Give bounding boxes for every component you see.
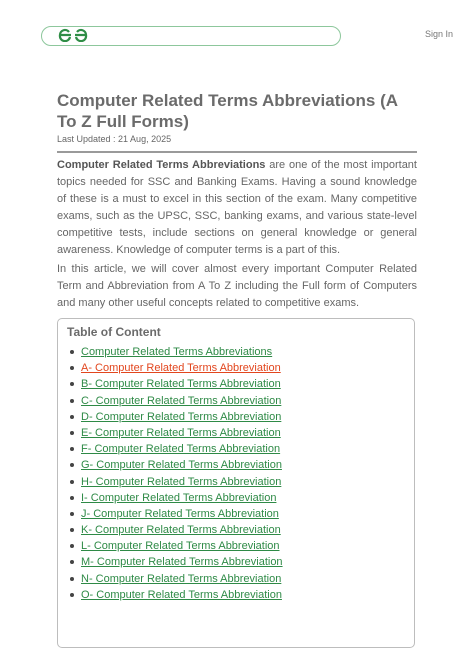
- toc-link[interactable]: M- Computer Related Terms Abbreviation: [81, 556, 283, 569]
- page-title: Computer Related Terms Abbreviations (A To Z Full Forms): [57, 91, 398, 131]
- toc-item: [68, 474, 283, 490]
- intro-paragraph: [57, 157, 417, 259]
- toc-title: Table of Content: [67, 325, 161, 339]
- toc-link[interactable]: C- Computer Related Terms Abbreviation: [81, 394, 282, 407]
- summary-paragraph: In this article, we will cover almost every important Computer Related Term and Abbreviation from A To Z including the Full form of Computers and many other useful concepts related to competitive exams.: [57, 263, 417, 309]
- gfg-logo-icon[interactable]: [58, 28, 88, 42]
- toc-item: [68, 457, 283, 473]
- table-of-contents: [57, 318, 415, 648]
- toc-link[interactable]: I- Computer Related Terms Abbreviation: [81, 491, 277, 504]
- toc-link[interactable]: L- Computer Related Terms Abbreviation: [81, 540, 280, 553]
- sign-in-link[interactable]: Sign In: [425, 29, 454, 39]
- toc-link[interactable]: N- Computer Related Terms Abbreviation: [81, 572, 282, 585]
- toc-item: [68, 441, 283, 457]
- search-bar[interactable]: [41, 26, 341, 46]
- toc-link[interactable]: G- Computer Related Terms Abbreviation: [81, 459, 282, 472]
- toc-item: [68, 522, 283, 538]
- toc-item: [68, 490, 283, 506]
- toc-link[interactable]: A- Computer Related Terms Abbreviation: [81, 362, 281, 375]
- toc-link[interactable]: J- Computer Related Terms Abbreviation: [81, 507, 279, 520]
- toc-item: [68, 360, 283, 376]
- toc-item: [68, 554, 283, 570]
- toc-link[interactable]: O- Computer Related Terms Abbreviation: [81, 588, 282, 601]
- site-header: [0, 0, 474, 70]
- toc-link[interactable]: F- Computer Related Terms Abbreviation: [81, 443, 281, 456]
- toc-link[interactable]: E- Computer Related Terms Abbreviation: [81, 426, 281, 439]
- intro-bold: Computer Related Terms Abbreviations: [57, 159, 266, 171]
- toc-link[interactable]: K- Computer Related Terms Abbreviation: [81, 524, 281, 537]
- toc-item: [68, 538, 283, 554]
- toc-link[interactable]: H- Computer Related Terms Abbreviation: [81, 475, 282, 488]
- toc-item: [68, 409, 283, 425]
- toc-item: [68, 425, 283, 441]
- toc-item: [68, 587, 283, 603]
- toc-item: [68, 506, 283, 522]
- intro-text: are one of the most important topics needed for SSC and Banking Exams. Having a sound knowledge of these is a must to excel in this section of the exam. Many competitive exams, such as the UPSC, SSC, banking exams, and various state-level competitive tests, include sections on general knowledge or general awareness. Knowledge of computer terms is a part of this.: [57, 159, 417, 256]
- toc-link[interactable]: Computer Related Terms Abbreviations: [81, 346, 273, 358]
- toc-link[interactable]: B- Computer Related Terms Abbreviation: [81, 378, 281, 391]
- divider: [57, 151, 417, 153]
- toc-item: [68, 393, 283, 409]
- toc-item: [68, 376, 283, 392]
- toc-link[interactable]: D- Computer Related Terms Abbreviation: [81, 410, 282, 423]
- toc-item: [68, 571, 283, 587]
- toc-item: [68, 344, 283, 360]
- last-updated: Last Updated : 21 Aug, 2025: [57, 134, 172, 144]
- toc-list: [68, 344, 283, 603]
